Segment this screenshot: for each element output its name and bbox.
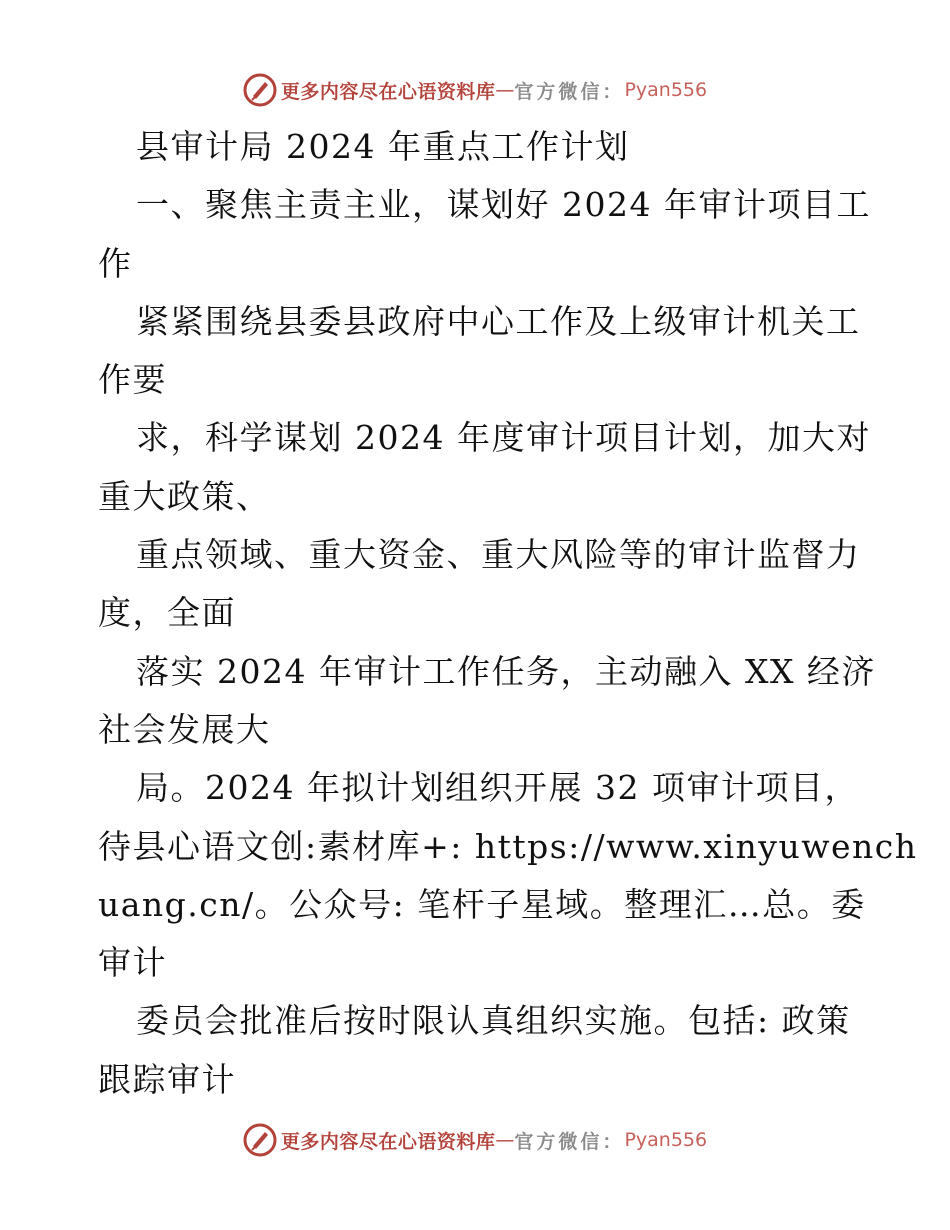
text-line: 紧紧围绕县委县政府中心工作及上级审计机关工 [136, 301, 861, 341]
banner-separator: — [495, 1129, 515, 1151]
text-line: 落实 2024 年审计工作任务，主动融入 XX 经济 [136, 651, 876, 691]
brand-logo-icon [243, 73, 277, 107]
header-banner [0, 70, 950, 110]
banner-wechat-id: Pyan556 [624, 79, 708, 101]
text-line: 待县心语文创:素材库+: https://www.xinyuwench [98, 826, 918, 866]
text-line: 重大政策、 [98, 476, 271, 516]
text-line: 作 [98, 243, 133, 283]
text-line: 审计 [98, 943, 167, 983]
banner-label: 官方微信： [514, 80, 625, 103]
text-line: 委员会批准后按时限认真组织实施。包括: 政策 [136, 1001, 851, 1041]
text-line: 跟踪审计 [98, 1059, 236, 1099]
text-line: 重点领域、重大资金、重大风险等的审计监督力 [136, 535, 861, 575]
document-body [98, 118, 918, 1109]
text-line: 度，全面 [98, 593, 236, 633]
text-line: 社会发展大 [98, 709, 271, 749]
banner-wechat-id: Pyan556 [624, 1129, 708, 1151]
brand-logo-icon [243, 1123, 277, 1157]
text-line: 求，科学谋划 2024 年度审计项目计划，加大对 [136, 418, 871, 458]
text-line: 作要 [98, 360, 167, 400]
banner-title: 更多内容尽在心语资料库 [280, 1130, 496, 1153]
document-title: 县审计局 2024 年重点工作计划 [136, 127, 630, 166]
banner-separator: — [495, 79, 515, 101]
banner-label: 官方微信： [514, 1130, 625, 1153]
text-line: 局。2024 年拟计划组织开展 32 项审计项目， [136, 768, 859, 808]
footer-banner [0, 1120, 950, 1160]
banner-title: 更多内容尽在心语资料库 [280, 80, 496, 103]
section-heading: 一、聚焦主责主业，谋划好 2024 年审计项目工 [136, 185, 871, 225]
text-line: uang.cn/。公众号: 笔杆子星域。整理汇…总。委 [98, 884, 866, 924]
